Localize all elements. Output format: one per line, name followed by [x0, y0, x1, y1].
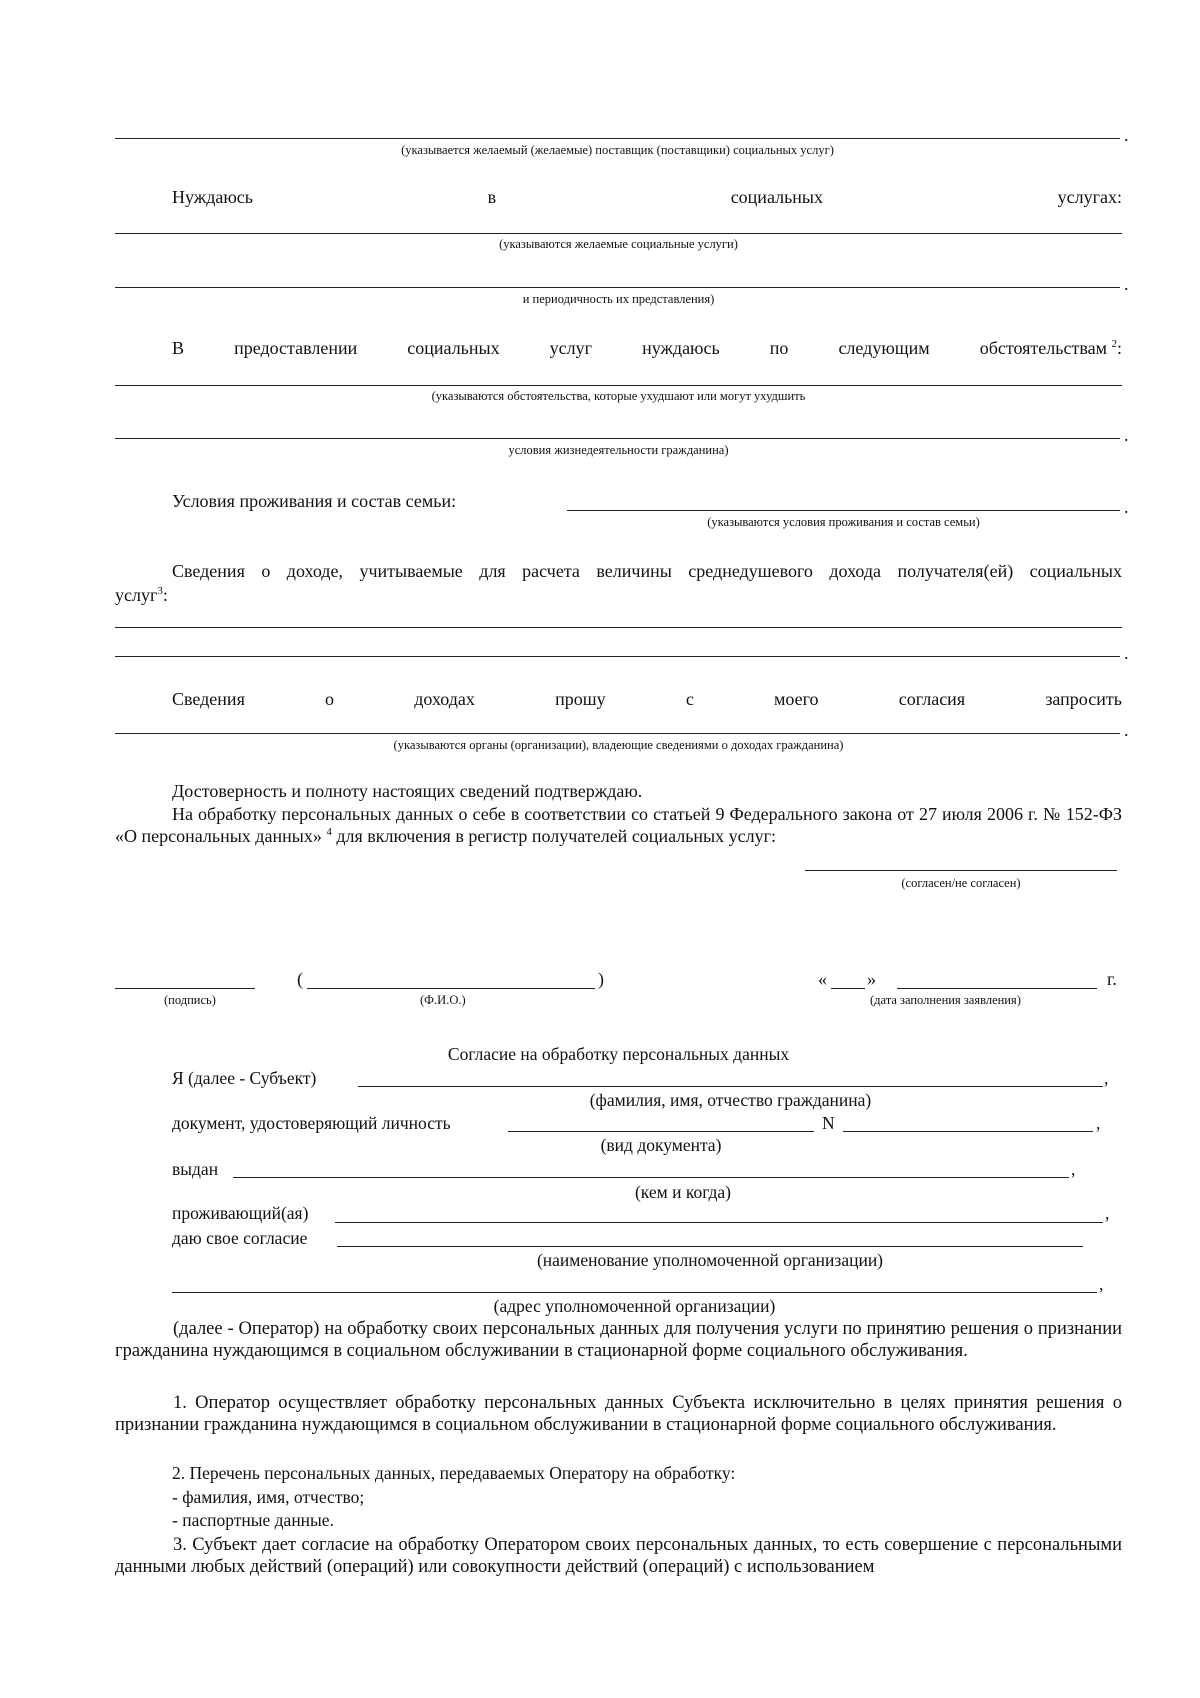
operator-paragraph: (далее - Оператор) на обработку своих персональных данных для получения услуги по принятию решения о признании гражданина нуждающимся в социальном обслуживании в стационарной форме социального обслуживания.: [115, 1319, 1122, 1361]
item-2-a: - фамилия, имя, отчество;: [172, 1487, 365, 1507]
req-word-3: доходах: [414, 689, 475, 709]
residing-field-line[interactable]: [335, 1222, 1103, 1223]
date-quote-close: »: [867, 969, 876, 989]
services-caption: (указываются желаемые социальные услуги): [499, 237, 738, 251]
circ-footnote: 2: [1111, 338, 1117, 350]
date-day-line[interactable]: [831, 988, 865, 989]
document-label: документ, удостоверяющий личность: [172, 1113, 451, 1133]
living-caption: (указываются условия проживания и состав семьи): [707, 515, 980, 529]
subject-label: Я (далее - Субъект): [172, 1068, 317, 1088]
circ-word-4: услуг: [549, 338, 593, 358]
org-address-field-line[interactable]: [172, 1292, 1097, 1293]
req-word-5: с: [685, 689, 694, 709]
circ-word-7: следующим: [838, 338, 930, 358]
circumstances-row: [172, 337, 1122, 359]
req-word-6: моего: [774, 689, 819, 709]
living-label: Условия проживания и состав семьи:: [172, 491, 457, 511]
date-caption: (дата заполнения заявления): [870, 993, 1021, 1007]
need-word-3: социальных: [730, 187, 824, 207]
residing-comma: ,: [1105, 1203, 1110, 1223]
circ-word-5: нуждаюсь: [642, 338, 720, 358]
subject-field-line[interactable]: [358, 1086, 1103, 1087]
conditions-period: .: [1124, 425, 1129, 445]
processing-text-1: На обработку персональных данных о себе в соответствии со статьей 9 Федерального закона от 27 июля 2006 г. № 152-ФЗ «О персональных данных»: [115, 804, 1122, 846]
need-word-4: услугах:: [1057, 187, 1122, 207]
living-field-line[interactable]: [567, 510, 1120, 511]
living-period: .: [1124, 497, 1129, 517]
item-2-b: - паспортные данные.: [172, 1510, 334, 1530]
conditions-field-line[interactable]: [115, 438, 1120, 439]
signature-caption: (подпись): [164, 993, 216, 1007]
need-services-row: [172, 186, 1122, 208]
income-footnote: 3: [157, 585, 163, 597]
fio-close-paren: ): [598, 969, 604, 989]
confirm-text: Достоверность и полноту настоящих сведений подтверждаю.: [172, 781, 643, 801]
subject-caption: (фамилия, имя, отчество гражданина): [589, 1090, 872, 1110]
org-address-caption: (адрес уполномоченной организации): [493, 1296, 776, 1316]
request-row: [172, 688, 1122, 710]
number-label: N: [822, 1113, 835, 1133]
item-3: 3. Субъект дает согласие на обработку Оператором своих персональных данных, то есть совершение с персональными данными любых действий (операций) или совокупности действий (операций) с использованием: [115, 1535, 1122, 1577]
item-1: 1. Оператор осуществляет обработку персональных данных Субъекта исключительно в целях принятия решения о признании гражданина нуждающимся в социальном обслуживании в стационарной форме социального обслуживания.: [115, 1393, 1122, 1435]
issued-label: выдан: [172, 1159, 219, 1179]
income-field-line-1[interactable]: [115, 627, 1122, 628]
consent-title: Согласие на обработку персональных данных: [447, 1044, 790, 1064]
date-year-suffix: г.: [1107, 969, 1117, 989]
income-line-2-group: [115, 584, 168, 606]
income-field-line-2[interactable]: [115, 656, 1120, 657]
processing-paragraph: [115, 803, 1122, 847]
req-word-4: прошу: [555, 689, 606, 709]
circumstances-caption: (указываются обстоятельства, которые ухудшают или могут ухудшить: [431, 389, 806, 403]
org-address-comma: ,: [1099, 1274, 1104, 1294]
circ-word-2: предоставлении: [234, 338, 358, 358]
item-2: 2. Перечень персональных данных, передаваемых Оператору на обработку:: [172, 1463, 736, 1483]
provider-caption: (указывается желаемый (желаемые) поставщик (поставщики) социальных услуг): [401, 143, 834, 157]
conditions-caption: условия жизнедеятельности гражданина): [508, 443, 729, 457]
issued-caption: (кем и когда): [634, 1182, 732, 1202]
periodicity-period: .: [1124, 274, 1129, 294]
subject-comma: ,: [1104, 1068, 1109, 1088]
processing-text-2: для включения в регистр получателей социальных услуг:: [336, 826, 776, 846]
consent-choice-caption: (согласен/не согласен): [901, 876, 1021, 890]
request-period: .: [1124, 720, 1129, 740]
periodicity-caption: и периодичность их представления): [522, 292, 715, 306]
document-caption: (вид документа): [600, 1135, 722, 1155]
income-period: .: [1124, 643, 1129, 663]
request-caption: (указываются органы (организации), владеющие сведениями о доходах гражданина): [393, 738, 844, 752]
provider-period: .: [1124, 125, 1129, 145]
provider-field-line[interactable]: [115, 138, 1120, 139]
req-word-2: о: [325, 689, 335, 709]
date-month-line[interactable]: [897, 988, 1097, 989]
circ-colon: :: [1116, 338, 1122, 358]
req-word-7: согласия: [898, 689, 966, 709]
fio-caption: (Ф.И.О.): [420, 993, 466, 1007]
fio-open-paren: (: [297, 969, 303, 989]
circ-word-1: В: [172, 338, 185, 358]
document-comma: ,: [1096, 1113, 1101, 1133]
req-word-1: Сведения: [172, 689, 245, 709]
need-word-2: в: [487, 187, 497, 207]
residing-label: проживающий(ая): [172, 1203, 309, 1223]
income-line-2: услуг: [115, 585, 158, 605]
income-line-1: Сведения о доходе, учитываемые для расчета величины среднедушевого дохода получателя(ей) социальных: [172, 561, 1122, 581]
date-quote-open: «: [818, 969, 827, 989]
document-type-line[interactable]: [508, 1131, 814, 1132]
org-name-caption: (наименование уполномоченной организации): [536, 1250, 884, 1270]
processing-footnote: 4: [326, 826, 332, 838]
consent-choice-line[interactable]: [805, 870, 1117, 871]
req-word-8: запросить: [1045, 689, 1122, 709]
circ-word-8-group: [980, 337, 1122, 359]
org-name-field-line[interactable]: [337, 1246, 1083, 1247]
issued-field-line[interactable]: [233, 1177, 1069, 1178]
request-field-line[interactable]: [115, 733, 1120, 734]
circumstances-field-line[interactable]: [115, 385, 1122, 386]
circ-word-8: обстоятельствам: [979, 338, 1107, 358]
agree-label: даю свое согласие: [172, 1228, 308, 1248]
circ-word-3: социальных: [407, 338, 500, 358]
signature-line[interactable]: [115, 988, 255, 989]
circ-word-6: по: [769, 338, 789, 358]
issued-comma: ,: [1071, 1159, 1076, 1179]
fio-line[interactable]: [307, 988, 595, 989]
income-colon: :: [162, 585, 168, 605]
need-word-1: Нуждаюсь: [172, 187, 253, 207]
services-field-line[interactable]: [115, 233, 1122, 234]
document-number-line[interactable]: [843, 1131, 1093, 1132]
periodicity-field-line[interactable]: [115, 287, 1120, 288]
